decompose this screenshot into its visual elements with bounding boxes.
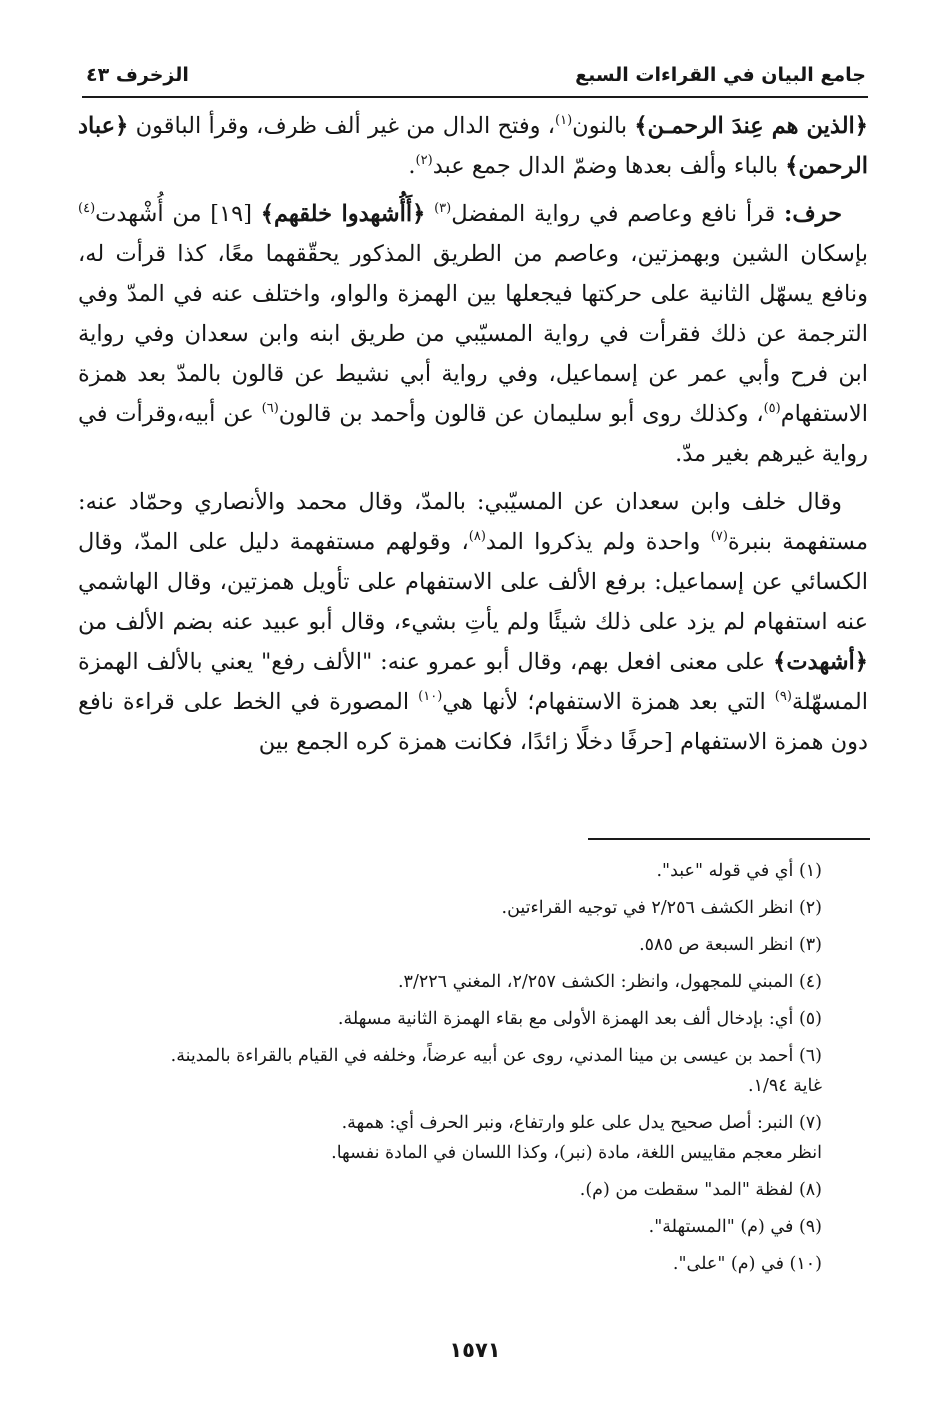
text-run: بالباء وألف بعدها وضمّ الدال جمع عبد [432,153,786,179]
footnote-ref[interactable]: (٢) [415,153,433,168]
footnote-number: (٥) [798,1009,822,1029]
footnote-item [70,1004,822,1034]
footnote-ref[interactable]: (٨) [468,529,486,544]
footnote-ref[interactable]: (٧) [710,529,728,544]
footnote-item [70,1041,822,1101]
quran-quote: ﴿عباد الرحمن﴾ [78,113,868,179]
text-run: عن أبيه،وقرأت في رواية غيرهم بغير مدّ. [78,401,868,467]
text-run: بإسكان الشين وبهمزتين، وعاصم من الطريق المذكور يحقّقهما معًا، كذا قرأت له، ونافع يسهّل الثانية على حركتها فيجعلها بين الهمزة والواو، واختلف عنه في المدّ وفي الترجمة عن ذلك فقرأت في رواية المسيّبي من طريق ابنه وابن سعدان وفي رواية ابن فرح وأبي عمر عن إسماعيل، وفي رواية أبي نشيط عن قالون بالمدّ بعد همزة الاستفهام [78,241,868,427]
running-header [86,58,866,92]
footnote-item [70,1212,822,1242]
footnote-item [70,856,822,886]
text-run: وقال خلف وابن سعدان عن المسيّبي: بالمدّ، وقال محمد والأنصاري وحمّاد عنه: مستفهمة بنبرة [78,489,869,555]
footnote-item [70,1108,822,1168]
header-divider [82,96,868,98]
text-run: . [408,153,416,179]
footnote-ref[interactable]: (١٠) [418,689,443,704]
footnote-ref[interactable]: (٤) [78,201,96,216]
footnote-ref[interactable]: (٣) [434,201,452,216]
footnote-number: (٤) [798,972,822,992]
text-run: واحدة ولم يذكروا المد [485,529,711,555]
text-run: [١٩] من أُشْهدت [95,201,261,227]
footnote-ref[interactable]: (٥) [763,401,781,416]
main-text [78,106,868,770]
footnote-text: لفظة "المد" سقطت من (م). [579,1180,794,1200]
footnote-item [70,893,822,923]
text-run: قرأ نافع وعاصم في رواية المفضل [451,201,785,227]
text-run: على معنى افعل بهم، وقال أبو عمرو عنه: "الألف رفع" يعني بالألف الهمزة المسهّلة [78,649,868,715]
footnote-text: انظر الكشف ٢/٢٥٦ في توجيه القراءتين. [501,898,794,918]
footnote-text: انظر السبعة ص ٥٨٥. [639,935,794,955]
paragraph-3 [78,482,868,762]
text-run: ، وقولهم مستفهمة دليل على المدّ، وقال الكسائي عن إسماعيل: برفع الألف على الاستفهام على تأويل همزتين، وقال الهاشمي عنه استفهام لم يزد على ذلك شيئًا ولم يأتِ بشيء، وقال أبو عبيد عنه بضم الألف من [78,529,868,635]
text-run: التي بعد همزة الاستفهام؛ لأنها هي [442,689,775,715]
footnote-text: أي: بإدخال ألف بعد الهمزة الأولى مع بقاء الهمزة الثانية مسهلة. [337,1009,794,1029]
footnote-text: أي في قوله "عبد". [656,861,794,881]
paragraph-2 [78,194,868,474]
footnote-item [70,967,822,997]
footnote-number: (٩) [798,1217,822,1237]
footnote-number: (٣) [798,935,822,955]
footnote-item [70,930,822,960]
footnote-item [70,1175,822,1205]
section-label: حرف: [784,201,842,227]
footnote-text: في (م) "على". [672,1254,784,1274]
footnote-number: (٢) [798,898,822,918]
footnote-ref[interactable]: (٩) [774,689,792,704]
page-number: ١٥٧١ [449,1338,501,1362]
footnote-text: في (م) "المستهلة". [648,1217,794,1237]
quran-quote: ﴿أَأُشهدوا خلقهم﴾ [260,201,426,227]
footnote-continuation: انظر معجم مقاييس اللغة، مادة (نبر)، وكذا اللسان في المادة نفسها. [331,1143,822,1163]
footnote-number: (١٠) [789,1254,822,1274]
text-run: المصورة في الخط على قراءة نافع دون همزة الاستفهام [حرفًا دخلًا زائدًا، فكانت همزة كره الجمع بين [78,689,868,755]
footnote-item [70,1249,822,1279]
footnote-ref[interactable]: (١) [555,113,573,128]
footnote-divider [588,838,870,840]
footnote-number: (١) [798,861,822,881]
text-run: ، وكذلك روى أبو سليمان عن قالون وأحمد بن قالون [278,401,764,427]
text-run [425,201,434,227]
footnote-text: النبر: أصل صحيح يدل على علو وارتفاع، ونبر الحرف أي: همهة. [341,1113,794,1133]
footnote-continuation: غاية ١/٩٤. [748,1076,822,1096]
book-title: جامع البيان في القراءات السبع [575,64,866,86]
text-run: بالنون [572,113,635,139]
paragraph-1 [78,106,868,186]
footnote-text: المبني للمجهول، وانظر: الكشف ٢/٢٥٧، المغني ٣/٢٢٦. [397,972,794,992]
footnote-ref[interactable]: (٦) [261,401,279,416]
footnote-number: (٧) [798,1113,822,1133]
text-run: ، وفتح الدال من غير ألف ظرف، وقرأ الباقون [128,113,556,139]
footnote-number: (٦) [798,1046,822,1066]
footnote-text: أحمد بن عيسى بن مينا المدني، روى عن أبيه عرضاً، وخلفه في القيام بالقراءة بالمدينة. [170,1046,794,1066]
chapter-label: الزخرف ٤٣ [86,64,189,86]
footnotes [70,856,822,1286]
quran-quote: ﴿أشهدت﴾ [773,649,868,675]
quran-quote: ﴿الذين هم عِندَ الرحمـن﴾ [634,113,868,139]
footnote-number: (٨) [798,1180,822,1200]
